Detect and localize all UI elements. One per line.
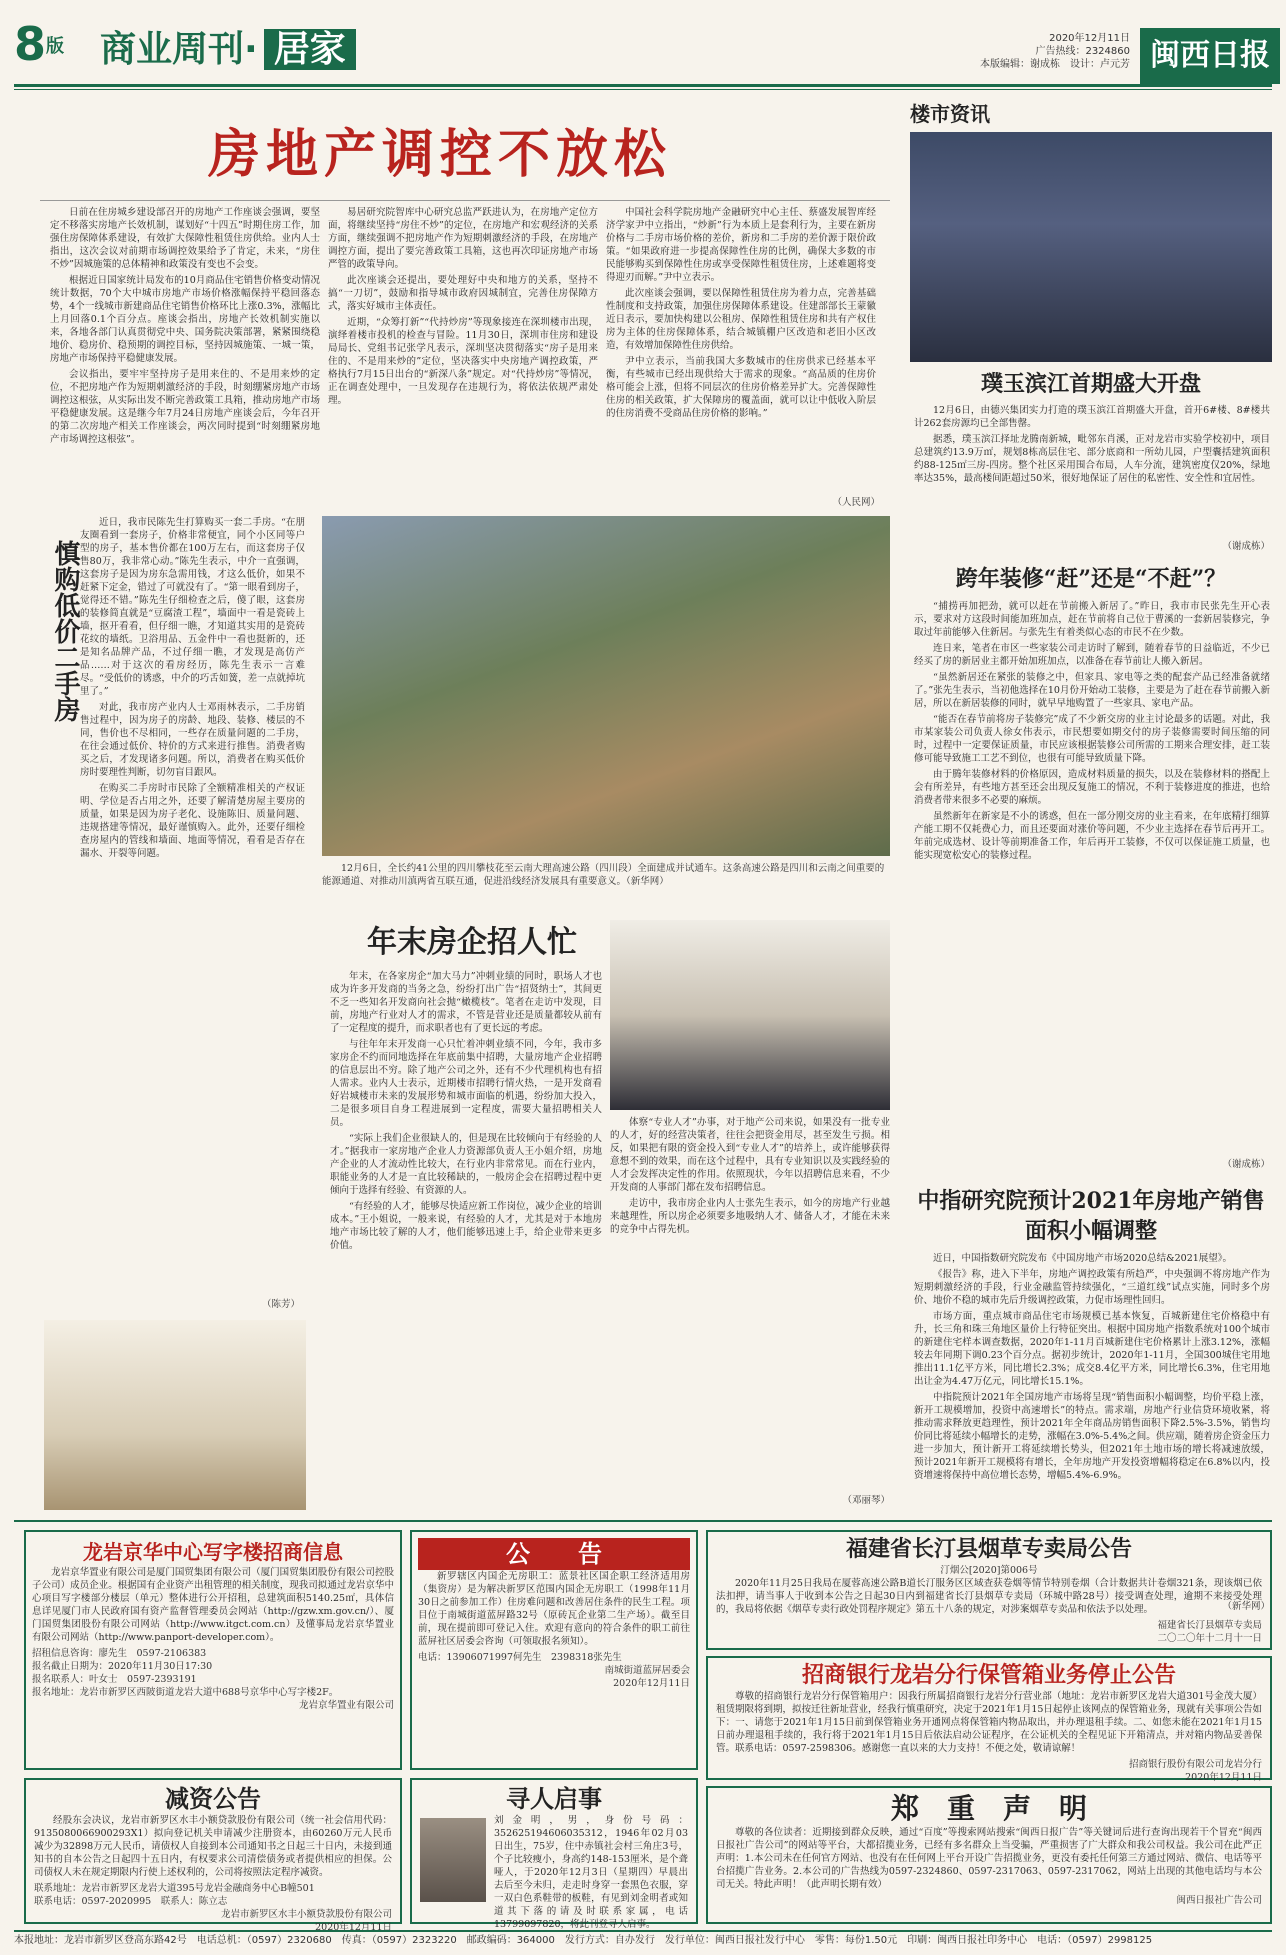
notice-ad (410, 1530, 698, 1770)
section-name: 商业周刊 (100, 29, 245, 70)
main-para-9: 尹中立表示，当前我国大多数城市的住房供求已经基本平衡，有些城市已经出现供给大于需求的现象。“高品质的住房价格可能会上涨，但将不同层次的住房价格差异扩大。完善保障性住房的相关政策，扩大保障房的覆盖面，就可以让中低收入阶层的住房消费不受商品住房价格的影响。” (606, 356, 876, 419)
missing-person-photo (420, 1818, 486, 1902)
section-dot: · (244, 29, 258, 70)
statement-ad (706, 1786, 1272, 1924)
capital-ad-body: 经股东会决议，龙岩市新罗区水丰小额贷款股份有限公司（统一社会信用代码：9135080066900293X1）拟向登记机关申请减少注册资本，由60260万元人民币减少为32898万元人民币，请债权人自接到本公司通知书之日起三十日内，未接到通知书的自本公告之日起四十五日内，有权要求公司清偿债务或者提供相应的担保。公司债权人未在规定期限内行使上述权利的，公司将按照法定程序减资。 (34, 1815, 392, 1878)
header-hotline: 广告热线：2324860 (1035, 46, 1130, 57)
longyan-ad-contact: 招租信息咨询：廖先生 0597-2106383 (32, 1648, 207, 1659)
recruit-col-1 (330, 970, 602, 1510)
highway-caption-text: 12月6日，全长约41公里的四川攀枝花至云南大理高速公路（四川段）全面建成并试通车。这条高速公路是四川和云南之间重要的能源通道、对推动川滇两省互联互通，促进沿线经济发展具有重要意义。 (322, 863, 885, 887)
recruit-para-3: “实际上我们企业很缺人的，但是现在比较倾向于有经验的人才。”据我市一家房地产企业人力资源部负责人王小姐介绍，房地产企业的人才流动性比较大，在行业内非常常见。而在行业内，职能业务的人才是一直比较稀缺的，一般房企会在招聘过程中更倾向于选择有经验、有资源的人。 (330, 1133, 602, 1196)
main-headline: 房地产调控不放松 (207, 124, 672, 185)
market-news-source: （谢成栋） (1222, 541, 1270, 552)
recruit-para-5: 体察“专业人才”办事，对于地产公司来说，如果没有一批专业的人才，好的经营决策者，往往会把资金用尽，甚至发生亏损。相反，如果把有限的资金投入到“专业人才”的培养上，或许能够获得意想不到的效果，而在这个过程中，具有专业知识以及实践经验的人才会发挥决定性的作用。依照现状，今年以招聘信息来看，不少开发商的人事部门都在发布招聘信息。 (610, 1117, 890, 1193)
main-col-3 (606, 206, 876, 496)
secondhand-para-1: 近日，我市民陈先生打算购买一套二手房。“在朋友圈看到一套房子，价格非常便宜，同个小区同等户型的房子，基本售价都在100万左右，而这套房子仅售80万，我非常心动。”陈先生表示，中介一直强调，这套房子是因为房东急需用钱，才这么低价，如果不赶紧下定金，错过了可就没有了。“第一眼看到房子，觉得还不错。”陈先生仔细检查之后，傻了眼，这套房的装修简直就是“豆腐渣工程”，墙面中一看是瓷砖上墙，抠开看看，但仔细一瞧，才知道其实用的是瓷砖花纹的墙纸。卫浴用品、五金件中一看也挺新的，还是知名品牌产品，不过仔细一瞧，才发现是高仿产品……对于这次的看房经历，陈先生表示一言难尽。“受低价的诱惑，中介的巧舌如簧，差一点就掉坑里了。” (80, 517, 305, 697)
cmb-ad (706, 1656, 1272, 1783)
main-divider (40, 200, 890, 201)
header-rule (14, 84, 1272, 90)
main-para-3: 会议指出，要牢牢坚持房子是用来住的、不是用来炒的定位，不把房地产作为短期刺激经济的手段，时刻绷紧房地产市场调控这根弦，从实际出发不断完善政策工具箱，推动房地产市场平稳健康发展。这是继今年7月24日房地产座谈会后，今年召开的第二次房地产相关工作座谈会，两次同时提到“时刻绷紧房地产市场调控这根弦”。 (50, 369, 320, 445)
cmb-ad-signer: 招商银行股份有限公司龙岩分行 (1128, 1759, 1262, 1770)
market-news-body (914, 404, 1270, 554)
recruit-photo (610, 920, 890, 1110)
market-news-label: 楼市资讯 (910, 102, 990, 126)
notice-ad-signer: 南城街道蓝屏居委会 (604, 1665, 690, 1676)
tobacco-ad-title: 福建省长汀县烟草专卖局公告 (845, 1537, 1132, 1562)
secondhand-body (80, 516, 305, 1296)
main-col-1 (50, 206, 320, 496)
interior-photo (44, 1320, 306, 1510)
section-title (100, 26, 356, 74)
statement-ad-body: 尊敬的各位读者：近期接到群众反映，通过“百度”等搜索网站搜索“闽西日报广告”等关键词后进行查询出现若干个冒充“闽西日报社广告公司”的网站等平台，大都招揽业务，已经有多名群众上当受骗，严重损害了广大群众和我公司权益。我公司在此严正声明：1.本公司未在任何官方网站、也没有在任何网上平台开设广告招揽业务，更没有委托任何第三方通过网站、微信、电话等平台招揽广告业务。2.本公司的广告热线为0597-2324860、0597-2317063、0597-2317062，网站上出现的其他电话均与本公司无关。特此声明！（此声明长期有效） (716, 1827, 1262, 1890)
statement-ad-title: 郑 重 声 明 (890, 1792, 1087, 1825)
missing-ad-body: 刘金明，男，身份号码：352625194606035312，1946年02月03日出生，75岁，住中赤镇社会村三角庄3号，个子比较瘦小，身高约148-153厘米，是个聋哑人，于2020年12月3日（星期四）早晨出去后至今未归，走走时身穿一套黑色衣服，穿一双白色系鞋带的板鞋，有见到刘金明者或知道其下落的请及时联系家属，电话13799097820，将此刊登寻人启事。 (494, 1815, 688, 1930)
capital-ad-contact: 联系地址：龙岩市新罗区龙岩大道395号龙岩金融商务中心B幢501 (34, 1883, 315, 1894)
recruit-source: （邓丽琴） (842, 1495, 890, 1506)
header-editors: 本版编辑：谢成栋 设计：卢元芳 (980, 59, 1130, 70)
main-col-2 (328, 206, 598, 496)
missing-ad-title: 寻人启事 (506, 1785, 602, 1813)
secondhand-para-3: 在购买二手房时市民除了全额精准相关的产权证明、学位是否占用之外，还要了解清楚房屋主要房的质量，如果是因为房子老化、设施陈旧、质量问题、违规搭建等情况，最好谨慎购入。此外，还要仔细检查房屋内的管线和墙面、地面等情况，看看是否存在漏水、开裂等问题。 (80, 783, 305, 859)
renovation-para-1: “捕捞再加把劲，就可以赶在节前搬入新居了。”昨日，我市市民张先生开心表示，要求对方这段时间能加班加点，赶在节前将自己位于曹溪的一套新居装修完，争取过年前能够入住新居。与张先生有着类似心态的市民不在少数。 (914, 601, 1270, 638)
highway-caption-source: （新华网） (626, 876, 669, 887)
main-para-5: 此次座谈会还提出，要处理好中央和地方的关系，坚持不搞“一刀切”，鼓励和指导城市政府因城制宜，完善住房保障方式，落实好城市主体责任。 (328, 275, 598, 312)
renovation-para-4: “能否在春节前将房子装修完”成了不少新交房的业主讨论最多的话题。对此，我市某家装公司负责人徐女伟表示，市民想要如期交付的房子装修需要时间压缩的同时，过程中一定要保证质量，市民应该根据装修公司所需的工期来合理安排，赶工装修可能导致施工工艺不到位，也很有可能导致质量下降。 (914, 714, 1270, 764)
main-para-2: 根据近日国家统计局发布的10月商品住宅销售价格变动情况统计数据，70个大中城市房地产市场价格涨幅保持平稳回落态势，4个一线城市新建商品住宅销售价格环比上涨0.3%，涨幅比上月回落0.1个百分点。座谈会指出，房地产长效机制实施以来，各地各部门认真贯彻党中央、国务院决策部署，紧紧围绕稳地价、稳房价、稳预期的调控目标，坚持因城施策、一城一策，房地产市场保持平稳健康发展。 (50, 275, 320, 364)
main-para-7: 中国社会科学院房地产金融研究中心主任、蔡盛发展智库经济学家尹中立指出，“炒新”行为本质上是套利行为，主要在新房价格与二手房市场价格的差价，新房和二手房的差价源于限价政策。“如果政府进一步提高保障性住房的比例，确保大多数的市民能够购买到保障性住房或享受保障性租赁住房，上述难题将变得迎刃而解。”尹中立表示。 (606, 207, 876, 283)
subsection-name: 居家 (264, 29, 356, 70)
recruit-headline: 年末房企招人忙 (367, 925, 577, 960)
forecast-source: （新华网） (1222, 1601, 1270, 1612)
renovation-source: （谢成栋） (1222, 1159, 1270, 1170)
recruit-para-6: 走访中，我市房企业内人士张先生表示，如今的房地产行业越来越理性，所以房企必须要多地吸纳人才、储备人才，才能在未来的竞争中占得先机。 (610, 1198, 890, 1235)
cmb-ad-title: 招商银行龙岩分行保管箱业务停止公告 (801, 1663, 1176, 1688)
page-number (14, 18, 94, 78)
secondhand-para-2: 对此，我市房产业内人士邓雨林表示，二手房销售过程中，因为房子的房龄、地段、装修、楼层的不同，售价也不尽相同，一些存在质量问题的二手房，在往会通过低价、特价的方式来进行推售。消费者购买之后，才发现诸多问题。所以，消费者在购买低价房时要理性判断，切勿盲目跟风。 (80, 702, 305, 778)
highway-caption (322, 862, 890, 912)
tobacco-ad-ref: 汀烟公[2020]第006号 (940, 1565, 1038, 1576)
longyan-ad (24, 1530, 402, 1770)
page-number-suffix: 版 (46, 36, 65, 57)
market-news-headline: 璞玉滨江首期盛大开盘 (980, 371, 1201, 397)
main-para-8: 此次座谈会强调，要以保障性租赁住房为着力点，完善基础性制度和支持政策，加强住房保障体系建设。住建部部长王蒙徽近日表示，要加快构建以公租房、保障性租赁住房和共有产权住房为主体的住房保障体系，结合城镇棚户区改造和老旧小区改造，有效增加保障性住房供给。 (606, 288, 876, 351)
capital-ad-signer: 龙岩市新罗区水丰小额贷款股份有限公司 (220, 1909, 392, 1920)
forecast-para-3: 市场方面，重点城市商品住宅市场规模已基本恢复，百城新建住宅价格稳中有升，长三角和珠三角地区量价上行特征突出。根据中国房地产指数系统对100个城市的新建住宅样本调查数据，2020年1-11月百城新建住宅价格累计上涨3.12%，涨幅较去年同期下调0.23个百分点。据初步统计，2020年1-11月，全国300城住宅用地推出11.1亿平方米，同比增长2.3%；成交8.4亿平方米，同比增长6.3%，住宅用地出让金为4.47万亿元，同比增长15.1%。 (914, 1311, 1270, 1387)
tobacco-ad-signer: 福建省长汀县烟草专卖局 (1157, 1620, 1262, 1631)
main-para-4: 易居研究院智库中心研究总监严跃进认为，在房地产定位方面，将继续坚持“房住不炒”的定位，在房地产和宏观经济的关系方面，继续强调不把房地产作为短期刺激经济的手段，在房地产调控方面，提出了要完善政策工具箱，这也再次印证房地产市场严管的政策导向。 (328, 207, 598, 270)
secondhand-headline: 慎购低价二手房 (50, 540, 80, 722)
longyan-ad-body: 龙岩京华置业有限公司是厦门国贸集团有限公司（厦门国贸集团股份有限公司控股子公司）成员企业。根据国有企业资产出租管理的相关制度，现我司拟通过龙岩京华中心项目写字楼部分楼层（单元）整体进行公开招租，总建筑面积5140.25㎡，具体信息详见厦门市人民政府国有资产监督管理委员会网站（http://gzw.xm.gov.cn/）、厦门国贸集团股份有限公司网站（http://www.itgct.com.cn）及懂事局龙岩京华置业有限公司网站（http://www.panport-developer.com）。 (32, 1567, 394, 1643)
notice-ad-contact: 电话：13906071997何先生 2398318张先生 (418, 1652, 622, 1663)
capital-ad-phone: 联系电话：0597-2020995 联系人：陈立志 (34, 1896, 228, 1907)
longyan-ad-title: 龙岩京华中心写字楼招商信息 (83, 1540, 343, 1564)
main-para-6: 近期，“众筹打新”“代持炒房”等现象接连在深圳楼市出现，演绎着楼市投机的检查与冒险。11月30日，深圳市住房和建设局局长、党组书记张学凡表示，深圳坚决贯彻落实“房子是用来住的、不是用来炒的”定位，坚决落实中央房地产调控政策，严格执行7月15日出台的“新深八条”规定。对“代持炒房”等情况，正在调查处理中，一旦发现存在违规行为，将依法依规严肃处理。 (328, 317, 598, 406)
renovation-para-5: 由于腾年装修材料的价格原因，造成材料质量的损失，以及在装修材料的搭配上会有所差异，有些地方甚至还会出现反复施工的情况，不利于装修进度的推进，也给消费者带来很多不必要的麻烦。 (914, 769, 1270, 806)
tobacco-ad-date: 二〇二〇年十二月十一日 (1157, 1633, 1262, 1644)
secondhand-source: （陈芳） (261, 1299, 300, 1310)
forecast-para-4: 中指院预计2021年全国房地产市场将呈现“销售面积小幅调整，均价平稳上涨，新开工规模增加，投资中高速增长”的特点。需求端，房地产行业信贷环境收紧，将推动需求释放更趋理性，预计2021年全年商品房销售面积下降2.5%-3.5%，销售均价同比将延续小幅增长的走势，涨幅在3.0%-5.4%之间。供应端，随着房企资金压力进一步加大，预计新开工将延续增长势头，但2021年土地市场的增长将减速放缓，预计2021年新开工规模将有增长，全年房地产开发投资增幅将稳定在6.8%以内，投资增速将保持中高位增长态势，增幅5.4%-6.9%。 (914, 1392, 1270, 1481)
expo-photo (910, 132, 1272, 362)
main-source: （人民网） (832, 497, 880, 508)
ads-divider (14, 1520, 1272, 1522)
main-para-1: 日前在住房城乡建设部召开的房地产工作座谈会强调，要坚定不移落实房地产长效机制，谋划好“十四五”时期住房工作，加强住房保障体系建设，有效扩大保障性租赁住房供给。业内人士指出，这次会议对前期市场调控效果给予了肯定，未来，“房住不炒”因城施策的总体精神和政策没有变也不会变。 (50, 207, 320, 270)
recruit-col-2 (610, 1116, 890, 1486)
footer: 本报地址：龙岩市新罗区登高东路42号 电话总机：（0597）2320680 传真：（0597）2323220 邮政编码：364000 发行方式：自办发行 发行单位：闽西日报社发行中心 零售：每份1.50元 印刷：闽西日报社印务中心 电话：（0597）2998125 (14, 1930, 1272, 1948)
capital-ad-title: 减资公告 (165, 1785, 261, 1813)
highway-photo (322, 516, 890, 856)
header-meta (960, 32, 1130, 71)
renovation-headline: 跨年装修“赶”还是“不赶”？ (955, 566, 1227, 592)
cmb-ad-date: 2020年12月11日 (1185, 1772, 1262, 1783)
notice-ad-title: 公 告 (418, 1538, 690, 1570)
renovation-para-6: 虽然新年在新家是不小的诱惑，但在一部分刚交房的业主看来，在年底精打细算产能工期不仅耗费心力，而且还要面对涨价等问题，不少业主选择在春节后再开工。年前完成选材、设计等前期准备工作，年后再开工装修，不仅可以保证施工质量，也能实现宽松安心的装修过程。 (914, 811, 1270, 861)
notice-ad-date: 2020年12月11日 (613, 1678, 690, 1689)
recruit-para-1: 年末，在各家房企“加大马力”冲刺业绩的同时，职场人才也成为许多开发商的当务之急，纷纷打出广告“招贤纳士”，其间更不乏一些知名开发商向社会抛“橄榄枝”。笔者在走访中发现，目前，房地产行业对人才的需求，不管是营业还是质量都较从前有了一定程度的提升，而求职者也有了更长远的考虑。 (330, 971, 602, 1034)
statement-ad-signer: 闽西日报社广告公司 (1176, 1895, 1262, 1906)
forecast-para-2: 《报告》称，进入下半年，房地产调控政策有所趋严，中央强调不将房地产作为短期刺激经济的手段，行业金融监管持续强化，“三道红线”试点实施，同时多个房价、地价不稳的城市先后升级调控政策，力促市场理性回归。 (914, 1269, 1270, 1306)
page-number-digit: 8 (14, 17, 47, 71)
cmb-ad-body: 尊敬的招商银行龙岩分行保管箱用户：因我行所属招商银行龙岩分行营业部（地址：龙岩市新罗区龙岩大道301号金茂大厦）租赁期限将到期，拟按迁往新址营业，经我行慎重研究，决定于2021年1月15日起停止该网点的保管箱业务，现就有关事项公告如下：一、请您于2021年1月15日前到保管箱业务开通网点将保管箱内物品取出，并办理退租手续。二、如您未能在2021年1月15日前办理退租手续的，我行将于2021年1月15日后依法启动公证程序，在公证机关的全程见证下开箱清点，并对箱内物品妥善保管。联系电话：0597-2598306。感谢您一直以来的大力支持！不便之处，敬请谅解！ (716, 1691, 1262, 1754)
tobacco-ad-body: 2020年11月25日我局在厦蓉高速公路B道长汀服务区区域查获卷烟等情节特别卷烟（合计数据共计卷烟321条，现该烟已依法扣押，请当事人于收到本公告之日起30日内到福建省长汀县烟草专卖局（环城中路28号）接受调查处理，逾期不来接受处理的，我局将依据《烟草专卖行政处罚程序规定》第五十八条的规定，对涉案烟草专卖品和依法予以处理。 (716, 1578, 1262, 1615)
longyan-ad-contact2: 报名联系人：叶女士 0597-2393191 (32, 1674, 197, 1685)
renovation-para-2: 连日来，笔者在市区一些家装公司走访时了解到，随着春节的日益临近，不少已经买了房的新居业主都开始加班加点，以准备在春节前让人搬入新居。 (914, 643, 1270, 667)
longyan-ad-deadline: 报名截止日期为：2020年11月30日17:30 (32, 1661, 213, 1672)
header-date: 2020年12月11日 (1049, 33, 1130, 44)
notice-ad-body: 新罗辖区内国企无房职工：蓝景社区国企职工经济适用房（集资房）是为解决新罗区范围内国企无房职工（1998年11月30日之前参加工作）住房难问题和改善居住条件的民生工程。项目位于南城街道蓝屏路32号（原砖瓦企业第二生产场）。截至目前，现在提前即可登记入住。欢迎有意向的符合条件的职工前往蓝屏社区居委会咨询（可领取报名须知）。 (418, 1571, 690, 1647)
renovation-para-3: “虽然新居还在紧张的装修之中，但家具、家电等之类的配套产品已经准备就绪了。”张先生表示，当初他选择在10月份开始动工装修，主要是为了赶在春节前搬入新居，所以在新居装修的同时，就早早地购置了一些家具、家电产品。 (914, 672, 1270, 709)
market-news-para-2: 据悉，璞玉滨江择址龙腾南新城，毗邻东肖溪，正对龙岩市实验学校初中，项目总建筑约13.9万㎡，规划8栋高层住宅、部分底商和一所幼儿园，户型囊括建筑面积约88-125㎡三房-四房。整个社区采用围合布局，人车分流，建筑密度仅20%，绿地率达35%，最高楼间距超过50米，很好地保证了居住的私密性、安全性和宜居性。 (914, 434, 1270, 484)
market-news-para-1: 12月6日，由德兴集团实力打造的璞玉滨江首期盛大开盘，首开6#楼、8#楼共计262套房源均已全部售罄。 (914, 405, 1270, 429)
longyan-ad-signer: 龙岩京华置业有限公司 (298, 1700, 394, 1711)
forecast-headline: 中指研究院预计2021年房地产销售面积小幅调整 (917, 1188, 1265, 1244)
renovation-body (914, 600, 1270, 1160)
recruit-para-2: 与往年年末开发商一心只忙着冲刺业绩不同，今年，我市多家房企不约而同地选择在年底前集中招聘，大量房地产企业招聘的信息层出不穷。除了地产公司之外，还有不少代理机构也有招人需求。业内人士表示，近期楼市招聘行情火热，一是开发商看好岩城楼市未来的发展形势和城市面临的机遇，纷纷加大投入，二是很多项目自身工程进展到一定程度，需要大量招聘相关人员。 (330, 1039, 602, 1128)
newspaper-logo: 闽西日报 (1140, 28, 1280, 84)
recruit-para-4: “有经验的人才，能够尽快适应新工作岗位，减少企业的培训成本。”王小姐说，一般来说，有经验的人才，尤其是对于本地房地产市场比较了解的人才，他们能够迅速上手，给企业带来更多价值。 (330, 1201, 602, 1251)
capital-ad-date: 2020年12月11日 (315, 1922, 392, 1933)
forecast-para-1: 近日，中国指数研究院发布《中国房地产市场2020总结&2021展望》。 (933, 1253, 1233, 1264)
capital-ad (24, 1778, 402, 1933)
missing-ad (410, 1778, 698, 1930)
tobacco-ad (706, 1530, 1272, 1650)
longyan-ad-address: 报名地址：龙岩市新罗区西陂街道龙岩大道中688号京华中心写字楼2F。 (32, 1687, 339, 1698)
